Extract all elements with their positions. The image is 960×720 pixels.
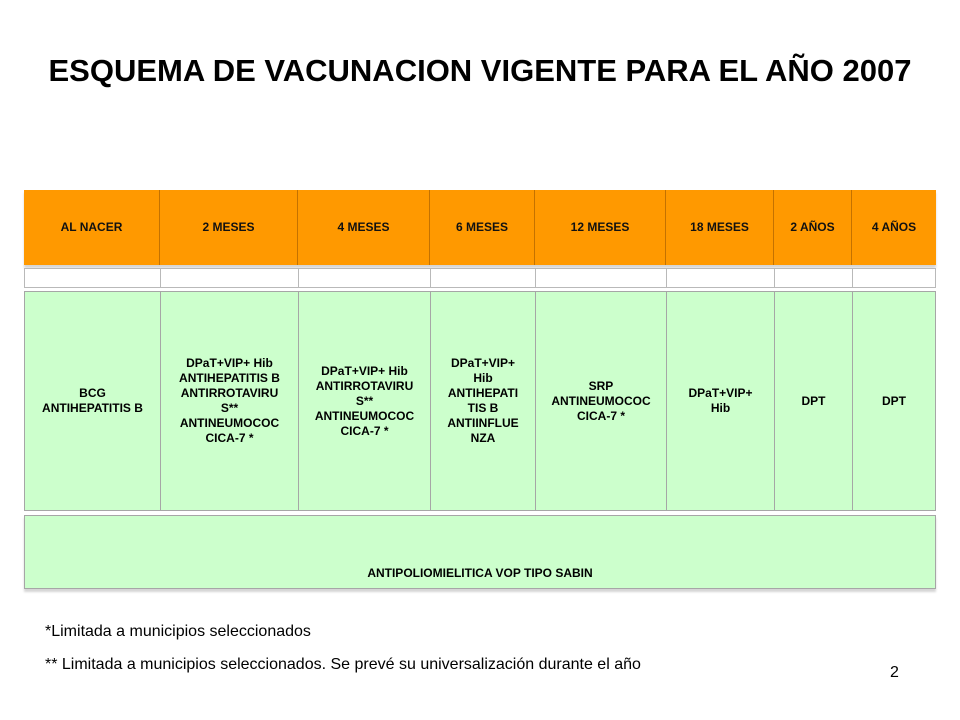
empty-cell	[430, 268, 535, 288]
page-title: ESQUEMA DE VACUNACION VIGENTE PARA EL AÑO 2007	[48, 53, 912, 88]
polio-row	[24, 515, 936, 589]
header-2-meses: 2 MESES	[160, 190, 298, 265]
vaccine-cell-18-meses: DPaT+VIP+ Hib	[666, 291, 774, 511]
header-18-meses: 18 MESES	[666, 190, 774, 265]
empty-cell	[298, 268, 430, 288]
vaccines-row	[24, 291, 936, 511]
empty-row	[24, 268, 936, 288]
empty-cell	[666, 268, 774, 288]
header-4-anos: 4 AÑOS	[871, 220, 917, 234]
vaccine-cell-6-meses: DPaT+VIP+ Hib ANTIHEPATI TIS B ANTIINFLUE NZA	[430, 291, 535, 511]
vaccine-cell-12-meses: SRP ANTINEUMOCOC CICA-7 *	[535, 291, 666, 511]
vaccine-cell-2-anos: DPT	[774, 291, 852, 511]
header-12-meses: 12 MESES	[535, 190, 666, 265]
vaccine-cell-4-anos: DPT	[852, 291, 936, 511]
footnote-1: *Limitada a municipios seleccionados	[45, 623, 311, 640]
header-al-nacer: AL NACER	[24, 190, 160, 265]
empty-cell	[852, 268, 936, 288]
footnote-2: ** Limitada a municipios seleccionados. Se prevé su universalización durante el año	[45, 656, 641, 673]
vaccine-cell-2-meses: DPaT+VIP+ Hib ANTIHEPATITIS B ANTIRROTAVIRU S** ANTINEUMOCOC CICA-7 *	[160, 291, 298, 511]
polio-label: ANTIPOLIOMIELITICA VOP TIPO SABIN	[367, 566, 593, 580]
header-6-meses: 6 MESES	[430, 190, 535, 265]
empty-cell	[535, 268, 666, 288]
header-2-anos: 2 AÑOS	[774, 190, 852, 265]
vaccine-cell-al-nacer: BCG ANTIHEPATITIS B	[24, 291, 160, 511]
schedule-header-row	[24, 190, 936, 265]
header-4-meses: 4 MESES	[298, 190, 430, 265]
vaccine-cell-4-meses: DPaT+VIP+ Hib ANTIRROTAVIRU S** ANTINEUMOCOC CICA-7 *	[298, 291, 430, 511]
page-number: 2	[890, 664, 899, 681]
empty-cell	[160, 268, 298, 288]
empty-cell	[24, 268, 160, 288]
empty-cell	[774, 268, 852, 288]
